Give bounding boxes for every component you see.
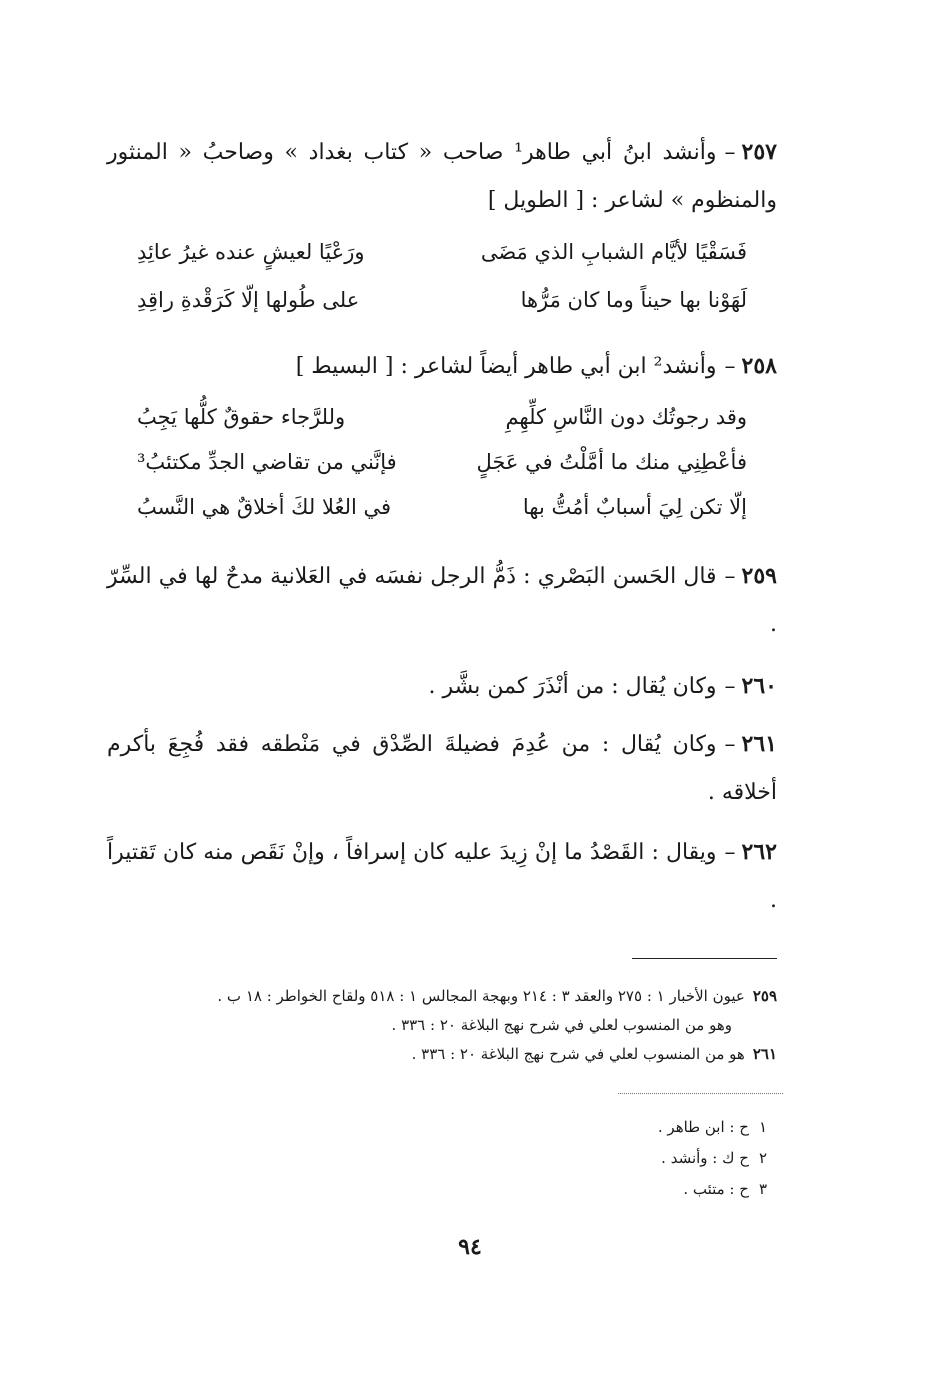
verse-line: [137, 405, 747, 449]
entry-text: ويقال : القَصْدُ ما إنْ زِيدَ عليه كان إسرافاً ، وإنْ نَقَص منه كان تَقتيراً .: [107, 840, 777, 913]
critical-note-number: ٢: [758, 1149, 767, 1167]
entry-262: [107, 828, 777, 925]
verse-line: [137, 240, 747, 284]
verse-second-hemistich: في العُلا لكَ أخلاقٌ هي النَّسبُ: [137, 495, 392, 519]
critical-note: [661, 1143, 767, 1174]
critical-note: [683, 1174, 767, 1205]
footnote: [97, 1040, 777, 1069]
entry-number: ٢٥٩: [741, 563, 777, 589]
verse-first-hemistich: فأعْطِنِي منك ما أمَّلْتُ في عَجَلٍ: [476, 450, 747, 474]
critical-note-text: ح : متئب .: [683, 1180, 749, 1198]
entry-number: ٢٦١: [741, 731, 777, 757]
critical-note-text: ح ك : وأنشد .: [661, 1149, 749, 1167]
verse-first-hemistich: فَسَقْيًا لأيَّام الشبابِ الذي مَضَى: [480, 240, 747, 264]
entry-number: ٢٦٠: [741, 673, 777, 699]
entry-text: وأنشد ابنُ أبي طاهر¹ صاحب « كتاب بغداد » وصاحبُ « المنثور والمنظوم » لشاعر : [ الطويل ]: [107, 140, 777, 213]
entry-text: وكان يُقال : من عُدِمَ فضيلةَ الصِّدْق في مَنْطقه فقد فُجِعَ بأكرم أخلاقه .: [107, 732, 777, 805]
entry-dash: –: [724, 840, 736, 865]
verse-line: [137, 450, 747, 494]
footnote-number: ٢٥٩: [752, 987, 777, 1005]
footnote-text: وهو من المنسوب لعلي في شرح نهج البلاغة ٢٠ : ٣٣٦ .: [391, 1016, 732, 1034]
critical-note-number: ٣: [758, 1180, 767, 1198]
footnote-text: عيون الأخبار ١ : ٢٧٥ والعقد ٣ : ٢١٤ وبهجة المجالس ١ : ٥١٨ ولقاح الخواطر : ١٨ ب .: [217, 987, 745, 1005]
entry-261: [107, 720, 777, 817]
verse-first-hemistich: لَهَوْنا بها حيناً وما كان مَرُّها: [520, 288, 747, 312]
verse-first-hemistich: وقد رجوتُك دون النَّاسِ كلِّهِمِ: [505, 405, 747, 429]
entry-dash: –: [724, 140, 736, 165]
entry-text: وكان يُقال : من أنْذَرَ كمن بشَّر .: [428, 674, 717, 699]
entry-259: [107, 552, 777, 649]
entry-text: قال الحَسن البَصْري : ذَمُّ الرجل نفسَه في العَلانية مدحٌ لها في السِّرّ .: [107, 564, 777, 637]
entry-number: ٢٦٢: [741, 839, 777, 865]
entry-dash: –: [724, 674, 736, 699]
entry-number: ٢٥٧: [741, 139, 777, 165]
verse-second-hemistich: وللرَّجاء حقوقٌ كلُّها يَجِبُ: [137, 405, 346, 429]
critical-notes-divider: [618, 1093, 783, 1094]
footnote-text: هو من المنسوب لعلي في شرح نهج البلاغة ٢٠ : ٣٣٦ .: [411, 1045, 745, 1063]
entry-257: [107, 128, 777, 225]
entry-258: [107, 342, 777, 391]
verse-second-hemistich: فإنَّني من تقاضي الجدِّ مكتئبُ³: [137, 450, 397, 474]
footnote-number: ٢٦١: [752, 1045, 777, 1063]
entry-text: وأنشد² ابن أبي طاهر أيضاً لشاعر : [ البسيط ]: [295, 354, 717, 379]
verse-first-hemistich: إلّا تكن لِيَ أسبابٌ أمُتُّ بها: [522, 495, 747, 519]
critical-note-text: ح : ابن طاهر .: [657, 1118, 749, 1136]
critical-note-number: ١: [758, 1118, 767, 1136]
entry-dash: –: [724, 354, 736, 379]
entry-number: ٢٥٨: [741, 353, 777, 379]
verse-line: [137, 495, 747, 539]
page-number: ٩٤: [458, 1234, 482, 1260]
entry-260: [107, 662, 777, 711]
verse-line: [137, 288, 747, 332]
entry-dash: –: [724, 732, 736, 757]
verse-second-hemistich: ورَعْيًا لعيشٍ عنده غيرُ عائِدِ: [137, 240, 365, 264]
verse-second-hemistich: على طُولها إلّا كَرَقْدةِ راقِدِ: [137, 288, 360, 312]
footnote-divider: [632, 958, 777, 959]
footnote: [97, 982, 777, 1011]
entry-dash: –: [724, 564, 736, 589]
critical-note: [658, 1112, 767, 1143]
footnote: [52, 1011, 732, 1040]
